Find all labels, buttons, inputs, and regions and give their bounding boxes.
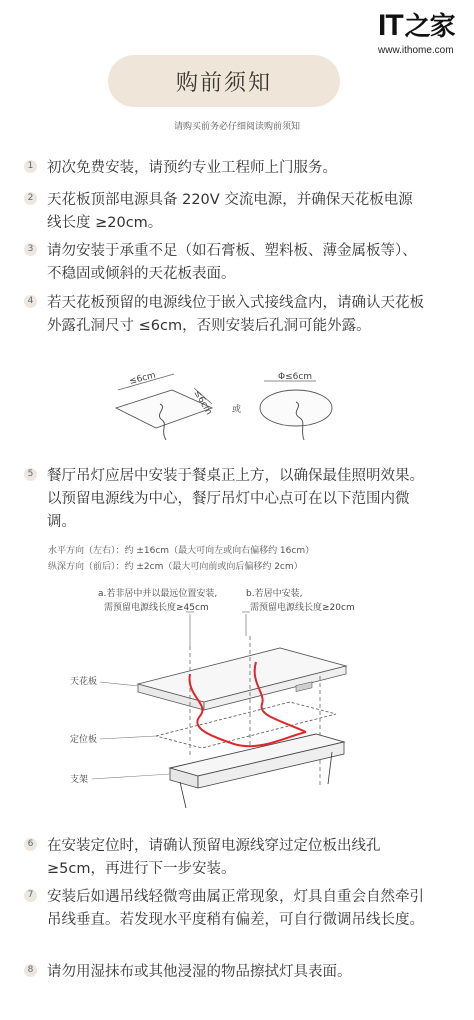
item-number-badge: 8 <box>24 964 37 977</box>
ithome-logo <box>378 10 466 56</box>
bracket-label: 支架 <box>70 775 89 785</box>
item-text: 餐厅吊灯应居中安装于餐桌正上方，以确保最佳照明效果。以预留电源线为中心，餐厅吊灯中心点可在以下范围内微调。 <box>47 468 424 530</box>
square-hole-illustration <box>116 371 214 440</box>
round-hole-illustration <box>260 372 332 440</box>
list-item-4 <box>24 292 424 338</box>
item-text: 天花板顶部电源具备 220V 交流电源，并确保天花板电源线长度 ≥20cm。 <box>47 192 413 231</box>
logo-url: www.ithome.com <box>378 45 454 56</box>
item-text: 初次免费安装，请预约专业工程师上门服务。 <box>47 160 337 176</box>
logo-mark-cn: 之家 <box>404 12 455 42</box>
range-depth: 纵深方向（前后）：约 ±2cm（最大可向前或向后偏移约 2cm） <box>48 562 303 572</box>
item-number-badge: 3 <box>24 243 37 256</box>
logo-mark <box>378 10 466 43</box>
item-number-badge: 7 <box>24 889 37 902</box>
note-b-line1: b.若居中安装, <box>246 589 303 599</box>
ceiling-board <box>138 648 346 710</box>
item-number-badge: 1 <box>24 160 37 173</box>
item-number-badge: 5 <box>24 468 37 481</box>
item-text: 安装后如遇吊线轻微弯曲属正常现象，灯具自重会自然牵引吊线垂直。若发现水平度稍有偏差，可自行微调吊线长度。 <box>47 889 424 928</box>
round-hole-label: Φ≤6cm <box>278 372 313 382</box>
item-text: 请勿用湿抹布或其他浸湿的物品擦拭灯具表面。 <box>47 964 352 980</box>
list-item-2 <box>24 189 424 235</box>
or-text: 或 <box>232 405 242 415</box>
list-item-8 <box>24 961 424 984</box>
list-item-6 <box>24 835 424 881</box>
note-a-line1: a.若非居中并以最远位置安装, <box>98 589 218 599</box>
item-text: 若天花板预留的电源线位于嵌入式接线盒内，请确认天花板外露孔洞尺寸 ≤6cm，否则安装后孔洞可能外露。 <box>47 295 424 334</box>
logo-mark-latin: IT <box>378 9 403 42</box>
note-a-line2: 需预留电源线长度≥45cm <box>104 603 209 613</box>
item-number-badge: 2 <box>24 192 37 205</box>
page-title: 购前须知 <box>175 70 272 96</box>
list-item-5 <box>24 465 424 534</box>
hole-size-diagram <box>110 368 350 458</box>
note-b-line2: 需预留电源线长度≥20cm <box>250 603 355 613</box>
item-text: 在安装定位时，请确认预留电源线穿过定位板出线孔≥5cm，再进行下一步安装。 <box>47 838 381 877</box>
item-number-badge: 6 <box>24 838 37 851</box>
list-item-1 <box>24 157 424 180</box>
title-pill <box>108 55 340 107</box>
item-text: 请勿安装于承重不足（如石膏板、塑料板、薄金属板等）、不稳固或倾斜的天花板表面。 <box>47 243 417 282</box>
square-hole-label: ≤6cm <box>128 370 157 387</box>
page-subtitle: 请购买前务必仔细阅读购前须知 <box>173 122 300 132</box>
item-number-badge: 4 <box>24 295 37 308</box>
square-hole-side-label: ≤6cm <box>191 388 214 417</box>
list-item-7 <box>24 886 424 932</box>
range-horizontal: 水平方向（左右）：约 ±16cm（最大可向左或向右偏移约 16cm） <box>48 546 315 556</box>
ceiling-label: 天花板 <box>70 677 98 687</box>
list-item-3 <box>24 240 424 286</box>
installation-diagram <box>60 586 400 811</box>
plate-label: 定位板 <box>70 735 98 745</box>
